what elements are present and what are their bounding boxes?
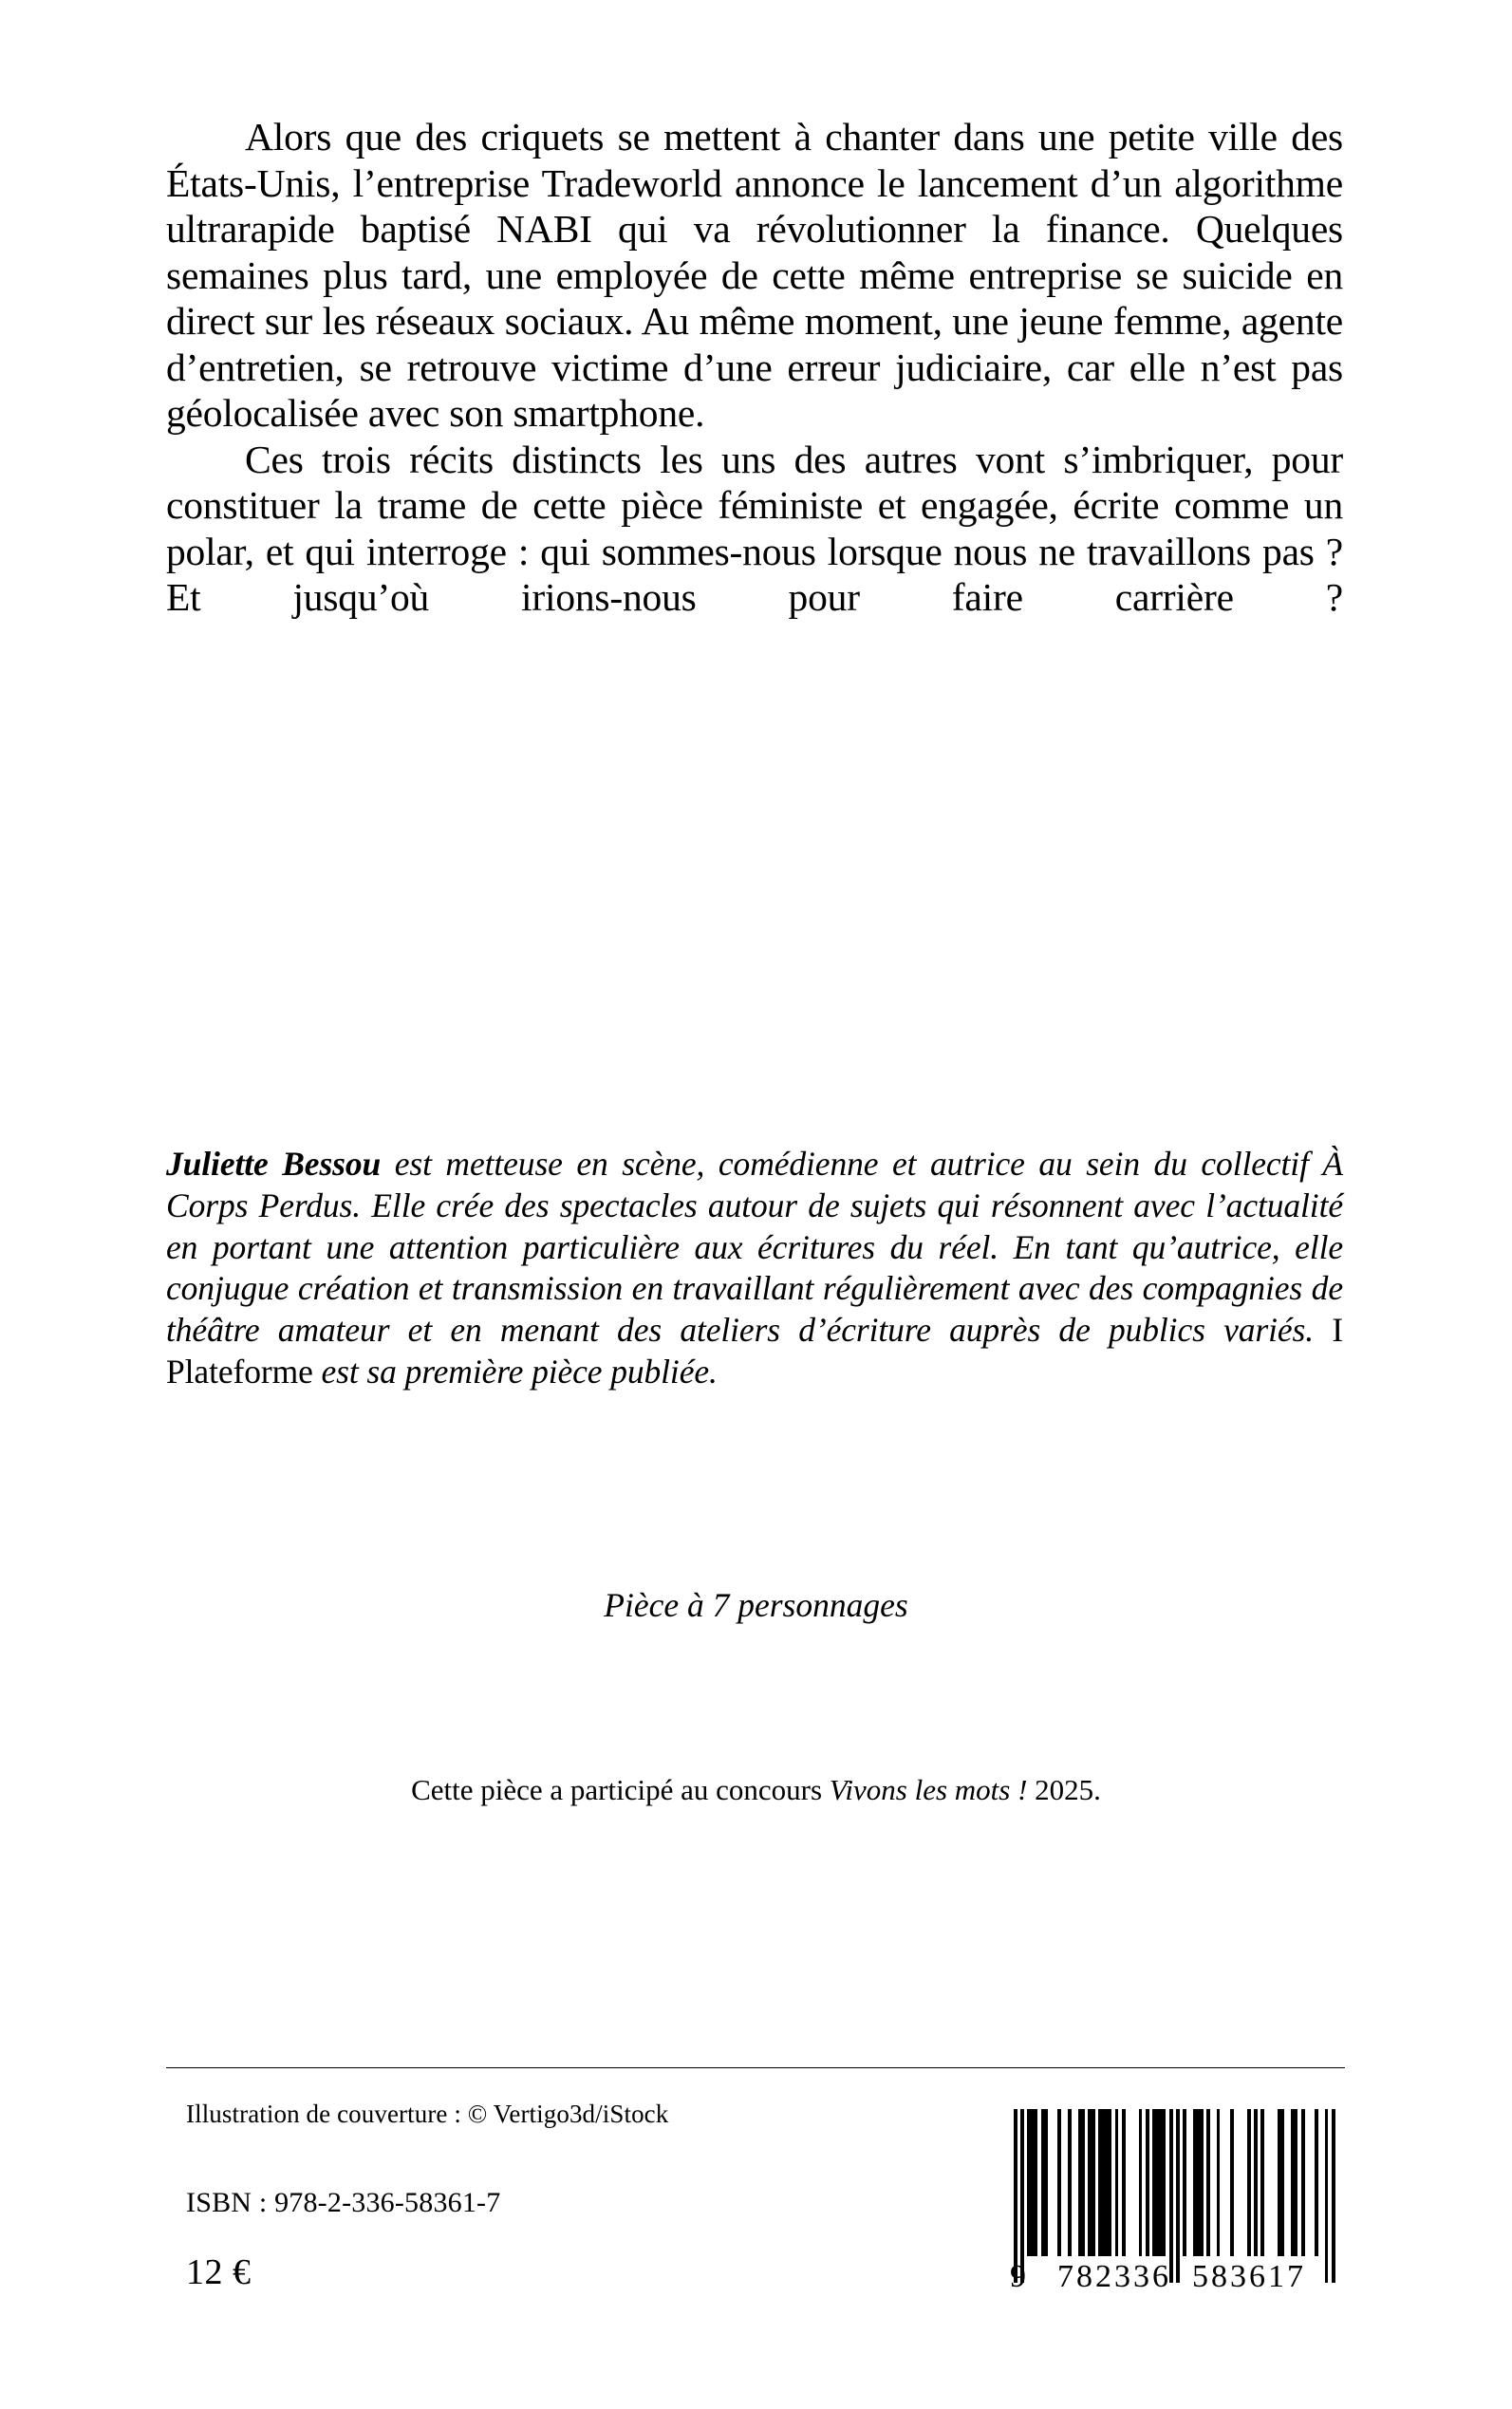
barcode-left-group: 782336 [1057, 2259, 1171, 2294]
barcode-bar [1152, 2109, 1166, 2256]
barcode-bar [1193, 2109, 1204, 2256]
barcode-bar [1088, 2109, 1094, 2256]
author-bio [166, 1144, 1343, 1393]
barcode-bar [1126, 2109, 1139, 2256]
author-bio-text-after-title: est sa première pièce publiée. [312, 1353, 718, 1391]
barcode-bar [1078, 2109, 1085, 2256]
barcode-bar [1278, 2109, 1284, 2256]
price-line: 12 € [186, 2252, 252, 2292]
author-name: Juliette Bessou [166, 1145, 382, 1183]
contest-note [0, 1773, 1512, 1807]
contest-note-before: Cette pièce a participé au concours [411, 1773, 830, 1806]
barcode-bar [1220, 2109, 1230, 2256]
blurb-paragraph-1: Alors que des criquets se mettent à chanter dans une petite ville des États-Unis, l’entreprise Tradeworld annonce le lancement d’un algorithme ultrarapide baptisé NABI qui va révolutionner la finance. Quelques semaines plus tard, une employée de cette même entreprise se suicide en direct sur les réseaux sociaux. Au même moment, une jeune femme, agente d’entretien, se retrouve victime d’une erreur judiciaire, car elle n’est pas géolocalisée avec son smartphone. [166, 115, 1343, 436]
ean13-barcode [1010, 2109, 1335, 2320]
barcode-right-group: 583617 [1192, 2259, 1306, 2294]
blurb-paragraph-2: Ces trois récits distincts les uns des autres vont s’imbriquer, pour constituer la trame de cette pièce féministe et engagée, écrite comme un polar, et qui interroge : qui sommes-nous lorsque nous ne travaillons pas ? Et jusqu’où irions-nous pour faire carrière ? [166, 437, 1343, 620]
author-bio-paragraph [166, 1144, 1343, 1393]
barcode-bar [1072, 2109, 1078, 2256]
contest-note-after: 2025. [1027, 1773, 1101, 1806]
barcode-bar [1234, 2109, 1247, 2256]
barcode-bar [1264, 2109, 1278, 2256]
barcode-bar [1305, 2109, 1316, 2256]
barcode-lead-digit: 9 [1010, 2259, 1027, 2294]
barcode-bar [1098, 2109, 1111, 2256]
cast-note: Pièce à 7 personnages [604, 1586, 908, 1624]
contest-title: Vivons les mots ! [829, 1773, 1028, 1806]
book-blurb [166, 114, 1343, 667]
barcode-bar [1186, 2109, 1193, 2256]
barcode-bar [1041, 2109, 1048, 2256]
barcode-digits [1010, 2259, 1335, 2297]
barcode-bar [1332, 2109, 1335, 2283]
barcode-bar [1291, 2109, 1297, 2256]
barcode-bar [1318, 2109, 1325, 2256]
barcode-bar [1284, 2109, 1291, 2256]
author-bio-text-before-title: est metteuse en scène, comédienne et autrice au sein du collectif À Corps Perdus. Elle crée des spectacles autour de sujets qui résonnent avec l’actualité en portant une attention particulière aux écritures du réel. En tant qu’autrice, elle conjugue création et transmission en travaillant régulièrement avec des compagnies de théâtre amateur et en menant des ateliers d’écriture auprès de publics variés. [166, 1145, 1343, 1350]
isbn-line: ISBN : 978-2-336-58361-7 [186, 2187, 501, 2218]
barcode-bar [1061, 2109, 1068, 2256]
cover-credit: Illustration de couverture : © Vertigo3d/iStock [186, 2100, 669, 2128]
work-title: I Plateforme [166, 1311, 1343, 1391]
footer-divider [166, 2067, 1345, 2068]
barcode-bar [1027, 2109, 1037, 2256]
barcode-bar [1048, 2109, 1058, 2256]
barcode-bar [1210, 2109, 1217, 2256]
barcode-bars [1014, 2109, 1335, 2283]
